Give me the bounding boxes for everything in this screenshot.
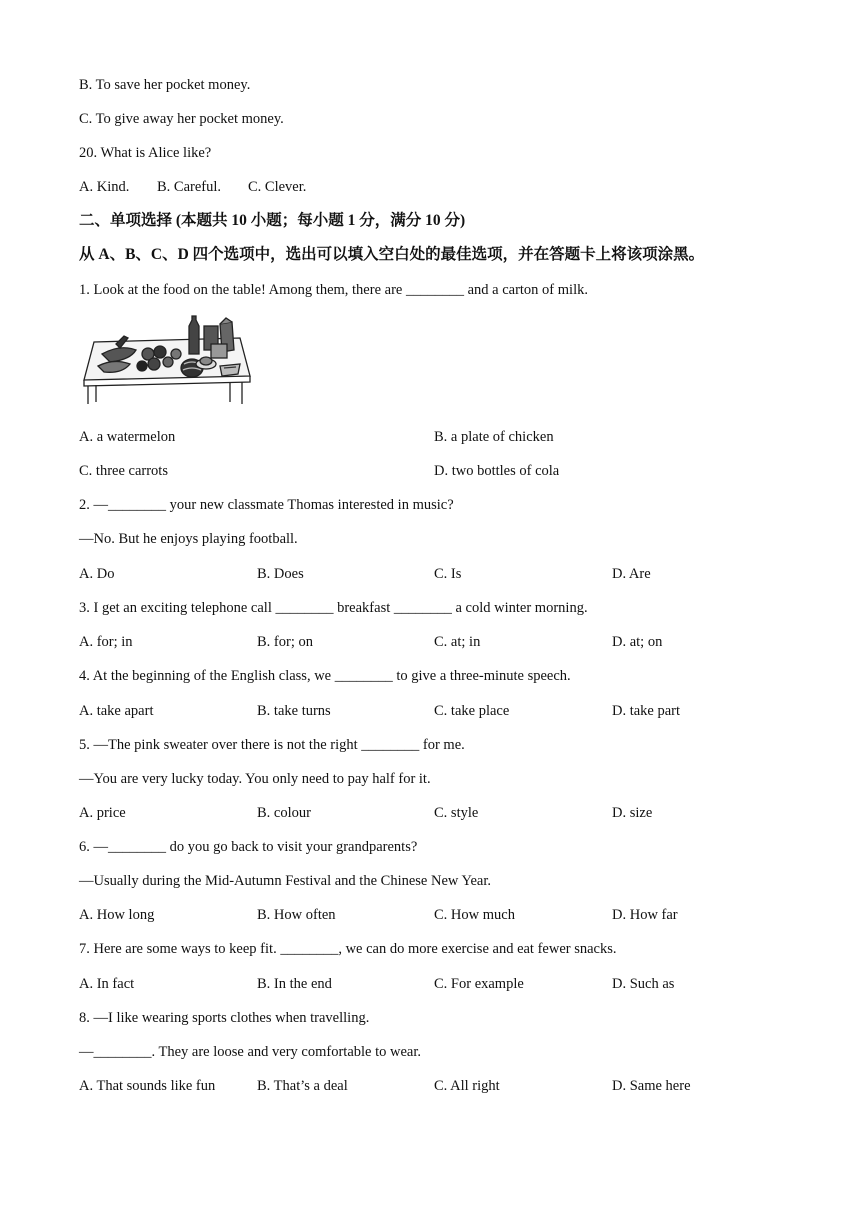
q1-stem: 1. Look at the food on the table! Among them, there are ________ and a carton of milk. xyxy=(79,282,588,298)
q4-options xyxy=(79,702,839,720)
q1-option-c: C. three carrots xyxy=(79,463,168,479)
q8-stem: 8. —I like wearing sports clothes when travelling. xyxy=(79,1010,370,1026)
q5-stem: 5. —The pink sweater over there is not the right ________ for me. xyxy=(79,737,465,753)
q1-options xyxy=(79,428,839,446)
q3-options xyxy=(79,633,839,651)
q5-option-c: C. style xyxy=(434,805,479,821)
q8-answer-line: —________. They are loose and very comfortable to wear. xyxy=(79,1044,421,1060)
q4-option-c: C. take place xyxy=(434,703,510,719)
q8-option-d: D. Same here xyxy=(612,1078,691,1094)
q2-stem: 2. —________ your new classmate Thomas interested in music? xyxy=(79,497,454,513)
q6-option-b: B. How often xyxy=(257,907,336,923)
q5-option-a: A. price xyxy=(79,805,126,821)
q20-option-c: C. Clever. xyxy=(248,179,307,195)
q6-stem: 6. —________ do you go back to visit your grandparents? xyxy=(79,839,418,855)
q2-option-b: B. Does xyxy=(257,566,304,582)
q1-option-b: B. a plate of chicken xyxy=(434,429,554,445)
q1-option-a: A. a watermelon xyxy=(79,429,176,445)
q8-option-b: B. That’s a deal xyxy=(257,1078,348,1094)
q20-stem: 20. What is Alice like? xyxy=(79,145,212,161)
q5-option-b: B. colour xyxy=(257,805,311,821)
q2-option-d: D. Are xyxy=(612,566,651,582)
q20-option-b: B. Careful. xyxy=(157,179,222,195)
q4-option-b: B. take turns xyxy=(257,703,331,719)
q3-option-b: B. for; on xyxy=(257,634,313,650)
q3-option-c: C. at; in xyxy=(434,634,481,650)
q6-option-d: D. How far xyxy=(612,907,678,923)
q4-option-a: A. take apart xyxy=(79,703,154,719)
q19-option-b: B. To save her pocket money. xyxy=(79,77,251,93)
q20-options xyxy=(79,178,839,196)
q20-option-a: A. Kind. xyxy=(79,179,130,195)
q4-stem: 4. At the beginning of the English class, we ________ to give a three-minute speech. xyxy=(79,668,571,684)
section-title: 二、单项选择 (本题共 10 小题；每小题 1 分，满分 10 分) xyxy=(79,212,466,229)
section-instruction: 从 A、B、C、D 四个选项中，选出可以填入空白处的最佳选项，并在答题卡上将该项涂黑。 xyxy=(79,246,705,263)
q7-stem: 7. Here are some ways to keep fit. ________, we can do more exercise and eat fewer snacks. xyxy=(79,941,617,957)
q1-option-d: D. two bottles of cola xyxy=(434,463,560,479)
q3-option-a: A. for; in xyxy=(79,634,133,650)
q7-option-a: A. In fact xyxy=(79,976,135,992)
q5-option-d: D. size xyxy=(612,805,653,821)
q6-answer-line: —Usually during the Mid-Autumn Festival and the Chinese New Year. xyxy=(79,873,491,889)
q19-option-c: C. To give away her pocket money. xyxy=(79,111,284,127)
q6-option-c: C. How much xyxy=(434,907,515,923)
q8-option-c: C. All right xyxy=(434,1078,500,1094)
q5-options xyxy=(79,804,839,822)
q7-option-b: B. In the end xyxy=(257,976,332,992)
q2-option-a: A. Do xyxy=(79,566,115,582)
q3-option-d: D. at; on xyxy=(612,634,663,650)
q2-option-c: C. Is xyxy=(434,566,462,582)
q2-options xyxy=(79,565,839,583)
q4-option-d: D. take part xyxy=(612,703,681,719)
q7-option-c: C. For example xyxy=(434,976,524,992)
q6-option-a: A. How long xyxy=(79,907,155,923)
q7-options xyxy=(79,975,839,993)
q6-options xyxy=(79,906,839,924)
q2-answer-line: —No. But he enjoys playing football. xyxy=(79,531,298,547)
q5-answer-line: —You are very lucky today. You only need to pay half for it. xyxy=(79,771,431,787)
q1-options-2 xyxy=(79,462,839,480)
q7-option-d: D. Such as xyxy=(612,976,675,992)
q8-option-a: A. That sounds like fun xyxy=(79,1078,216,1094)
food-table-illustration xyxy=(80,314,252,406)
q3-stem: 3. I get an exciting telephone call ________ breakfast ________ a cold winter morning. xyxy=(79,600,588,616)
q8-options xyxy=(79,1077,839,1095)
